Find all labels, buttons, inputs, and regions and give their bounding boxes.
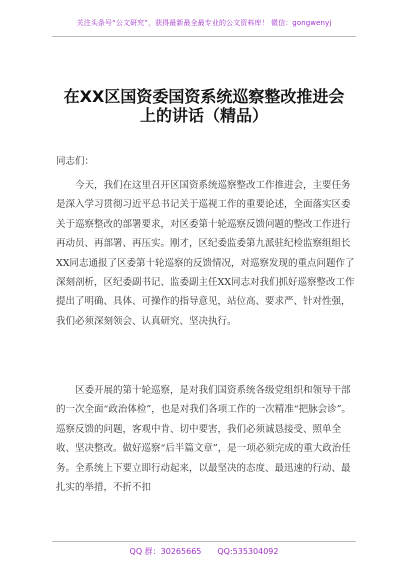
document-title [40, 87, 368, 125]
header-divider [52, 36, 356, 37]
paragraph-1-text: 今天，我们在这里召开区国资系统巡察整改工作推进会，主要任务是深入学习贯彻习近平总书记关于巡视工作的重要论述，全面落实区委关于巡察整改的部署要求，对区委第十轮巡察反馈问题的整改工作进行再动员、再部署、再压实。刚才，区纪委监委第九派驻纪检监察组组长XX同志通报了区委第十轮巡察的反馈情况，对巡察发现的重点问题作了深刻剖析，区纪委副书记、监委副主任XX同志对我们抓好巡察整改工作提出了明确、具体、可操作的指导意见，站位高、要求严、针对性强，我们必须深刻领会、认真研究、坚决执行。 [56, 180, 355, 327]
paragraph-1 [56, 176, 358, 331]
page-header-promo: 关注头条号“公文研究”，获得最新最全最专业的公文资料库！ 微信：gongwenyj [76, 19, 332, 27]
paragraph-2-text: 区委开展的第十轮巡察，是对我们国资系统各级党组织和领导干部的一次全面“政治体检”，也是对我们各项工作的一次精准“把脉会诊”。巡察反馈的问题，客观中肯、切中要害，我们必须诚恳接受、照单全收、坚决整改。做好巡察“后半篇文章”，是一项必须完成的重大政治任务。全系统上下要立即行动起来，以最坚决的态度、最迅速的行动、最扎实的举措，不折不扣 [56, 385, 351, 494]
footer-qq-number: QQ:535304092 [217, 547, 279, 556]
salutation [56, 152, 358, 171]
paragraph-2 [56, 381, 358, 497]
title-line-1: 在XX区国资委国资系统巡察整改推进会 [63, 87, 345, 106]
page-footer [0, 546, 408, 557]
title-line-2: 上的讲话（精品） [139, 106, 268, 125]
footer-divider [52, 541, 356, 542]
footer-qq-group: QQ 群：30265665 [129, 547, 202, 556]
salutation-text: 同志们： [56, 156, 95, 167]
